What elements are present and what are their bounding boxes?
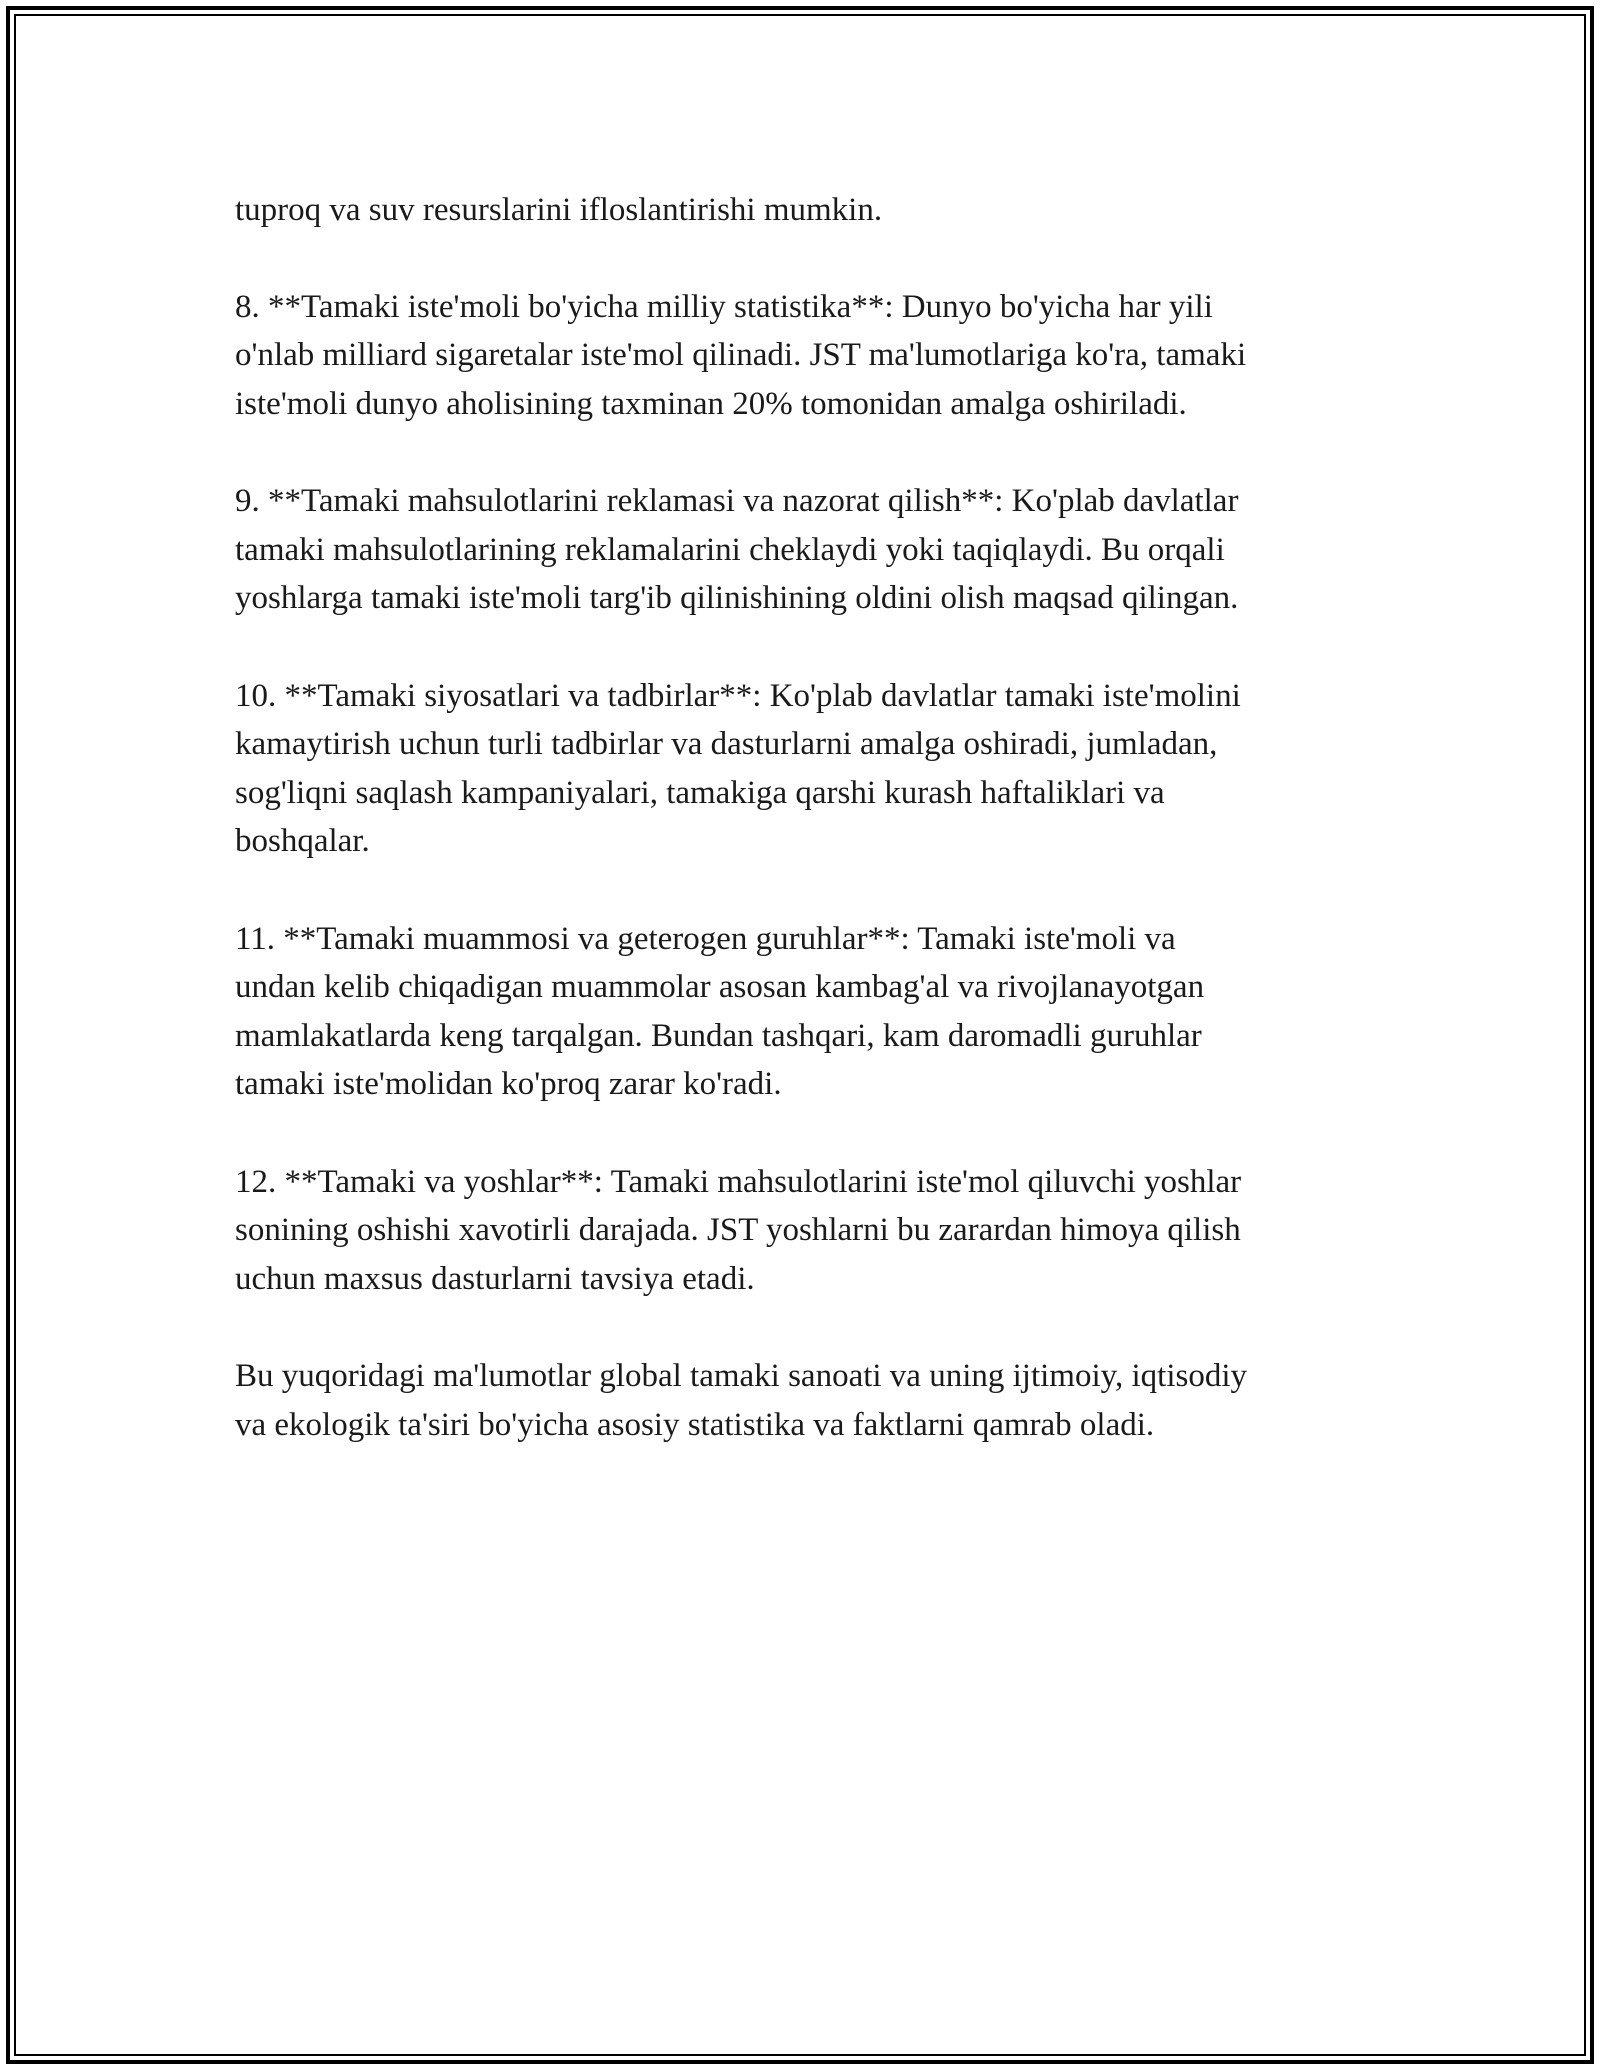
paragraph-item-12: 12. **Tamaki va yoshlar**: Tamaki mahsulotlarini iste'mol qiluvchi yoshlar sonining oshishi xavotirli darajada. JST yoshlarni bu zarardan himoya qilish uchun maxsus dasturlarni tavsiya etadi. (235, 1163, 1242, 1297)
paragraph-item-11: 11. **Tamaki muammosi va geterogen guruhlar**: Tamaki iste'moli va undan kelib chiqadigan muammolar asosan kambag'al va rivojlanayotgan mamlakatlarda keng tarqalgan. Bundan tashqari, kam daromadli guruhlar tamaki iste'molidan ko'proq zarar ko'radi. (235, 920, 1205, 1102)
paragraph-conclusion: Bu yuqoridagi ma'lumotlar global tamaki sanoati va uning ijtimoiy, iqtisodiy va ekologik ta'siri bo'yicha asosiy statistika va faktlarni qamrab oladi. (235, 1358, 1248, 1443)
paragraph-item-8: 8. **Tamaki iste'moli bo'yicha milliy statistika**: Dunyo bo'yicha har yili o'nlab milliard sigaretalar iste'mol qilinadi. JST ma'lumotlariga ko'ra, tamaki iste'moli dunyo aholisining taxminan 20% tomonidan amalga oshiriladi. (235, 288, 1247, 422)
paragraph-item-10: 10. **Tamaki siyosatlari va tadbirlar**: Ko'plab davlatlar tamaki iste'molini kamaytirish uchun turli tadbirlar va dasturlarni amalga oshiradi, jumladan, sog'liqni saqlash kampaniyalari, tamakiga qarshi kurash haftaliklari va boshqalar. (235, 677, 1241, 859)
paragraph-continuation: tuproq va suv resurslarini ifloslantirishi mumkin. (235, 192, 883, 228)
paragraph-item-9: 9. **Tamaki mahsulotlarini reklamasi va nazorat qilish**: Ko'plab davlatlar tamaki mahsulotlarining reklamalarini cheklaydi yoki taqiqlaydi. Bu orqali yoshlarga tamaki iste'moli targ'ib qilinishining oldini olish maqsad qilingan. (235, 483, 1239, 616)
document-body (235, 186, 1375, 1498)
